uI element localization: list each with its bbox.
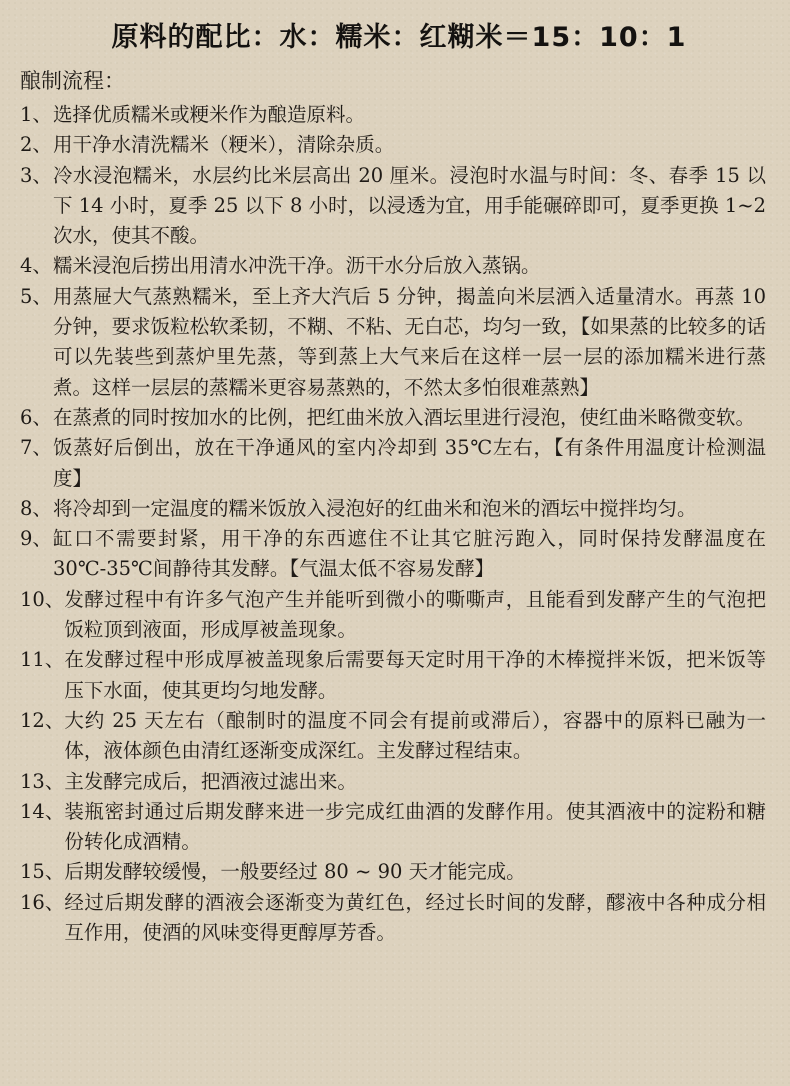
list-item — [20, 524, 766, 585]
list-item — [20, 706, 766, 767]
step-text: 缸口不需要封紧，用干净的东西遮住不让其它脏污跑入，同时保持发酵温度在 30℃-35℃间静待其发酵。【气温太低不容易发酵】 — [53, 527, 766, 581]
step-number: 10、 — [20, 587, 65, 611]
step-number: 2、 — [20, 133, 52, 157]
section-heading: 酿制流程： — [20, 69, 125, 93]
step-number: 9、 — [20, 527, 52, 551]
step-text: 主发酵完成后，把酒液过滤出来。 — [64, 769, 357, 793]
list-item — [20, 100, 766, 130]
list-item — [20, 645, 766, 706]
list-item — [20, 433, 766, 494]
list-item — [20, 251, 766, 281]
step-text: 经过后期发酵的酒液会逐渐变为黄红色，经过长时间的发酵，醪液中各种成分相互作用，使酒的风味变得更醇厚芳香。 — [64, 890, 766, 945]
step-text: 装瓶密封通过后期发酵来进一步完成红曲酒的发酵作用。使其酒液中的淀粉和糖份转化成酒精。 — [64, 799, 766, 854]
step-number: 4、 — [20, 254, 52, 278]
step-number: 16、 — [20, 890, 65, 914]
step-text: 在发酵过程中形成厚被盖现象后需要每天定时用干净的木棒搅拌米饭，把米饭等压下水面，使其更均匀地发酵。 — [64, 648, 766, 702]
list-item — [20, 494, 766, 524]
step-text: 在蒸煮的同时按加水的比例，把红曲米放入酒坛里进行浸泡，使红曲米略微变软。 — [53, 405, 756, 429]
step-text: 糯米浸泡后捞出用清水冲洗干净。沥干水分后放入蒸锅。 — [53, 254, 541, 278]
step-number: 15、 — [20, 860, 65, 884]
steps-list — [20, 100, 766, 948]
step-number: 14、 — [20, 799, 65, 823]
step-number: 12、 — [20, 708, 65, 732]
step-text: 冷水浸泡糯米，水层约比米层高出 20 厘米。浸泡时水温与时间：冬、春季 15 以下 14 小时，夏季 25 以下 8 小时，以浸透为宜，用手能碾碎即可，夏季更换 1~2 次水，使其不酸。 — [53, 163, 766, 248]
step-text: 选择优质糯米或粳米作为酿造原料。 — [53, 103, 366, 126]
list-item — [20, 797, 766, 858]
list-item — [20, 403, 766, 433]
step-text: 发酵过程中有许多气泡产生并能听到微小的嘶嘶声，且能看到发酵产生的气泡把饭粒顶到液面，形成厚被盖现象。 — [64, 587, 766, 642]
step-number: 13、 — [20, 769, 65, 793]
list-item — [20, 767, 766, 797]
step-text: 用蒸屉大气蒸熟糯米，至上齐大汽后 5 分钟，揭盖向米层洒入适量清水。再蒸 10 分钟，要求饭粒松软柔韧，不糊、不粘、无白芯，均匀一致，【如果蒸的比较多的话可以先装些到蒸炉里先蒸，等到蒸上大气来后在这样一层一层的添加糯米进行蒸煮。这样一层层的蒸糯米更容易蒸熟的，不然太多怕很难蒸熟】 — [53, 284, 766, 399]
step-text: 饭蒸好后倒出，放在干净通风的室内冷却到 35℃左右，【有条件用温度计检测温度】 — [53, 436, 766, 490]
list-item — [20, 888, 766, 949]
step-number: 8、 — [20, 496, 52, 520]
step-number: 6、 — [20, 405, 52, 429]
list-item — [20, 282, 766, 403]
step-number: 11、 — [20, 648, 65, 672]
step-number: 3、 — [20, 163, 52, 187]
list-item — [20, 857, 766, 887]
step-text: 后期发酵较缓慢，一般要经过 80 ~ 90 天才能完成。 — [64, 860, 526, 884]
list-item — [20, 161, 766, 252]
step-text: 用干净水清洗糯米（粳米），清除杂质。 — [53, 133, 395, 157]
list-item — [20, 130, 766, 160]
step-number: 5、 — [20, 284, 52, 308]
list-item — [20, 585, 766, 646]
step-text: 大约 25 天左右（酿制时的温度不同会有提前或滞后），容器中的原料已融为一体，液体颜色由清红逐渐变成深红。主发酵过程结束。 — [64, 708, 766, 763]
step-number: 7、 — [20, 436, 52, 460]
step-number: 1、 — [20, 103, 52, 126]
step-text: 将冷却到一定温度的糯米饭放入浸泡好的红曲米和泡米的酒坛中搅拌均匀。 — [53, 496, 697, 520]
page-title: 原料的配比：水：糯米：红糊米＝15：10：1 — [111, 22, 687, 53]
